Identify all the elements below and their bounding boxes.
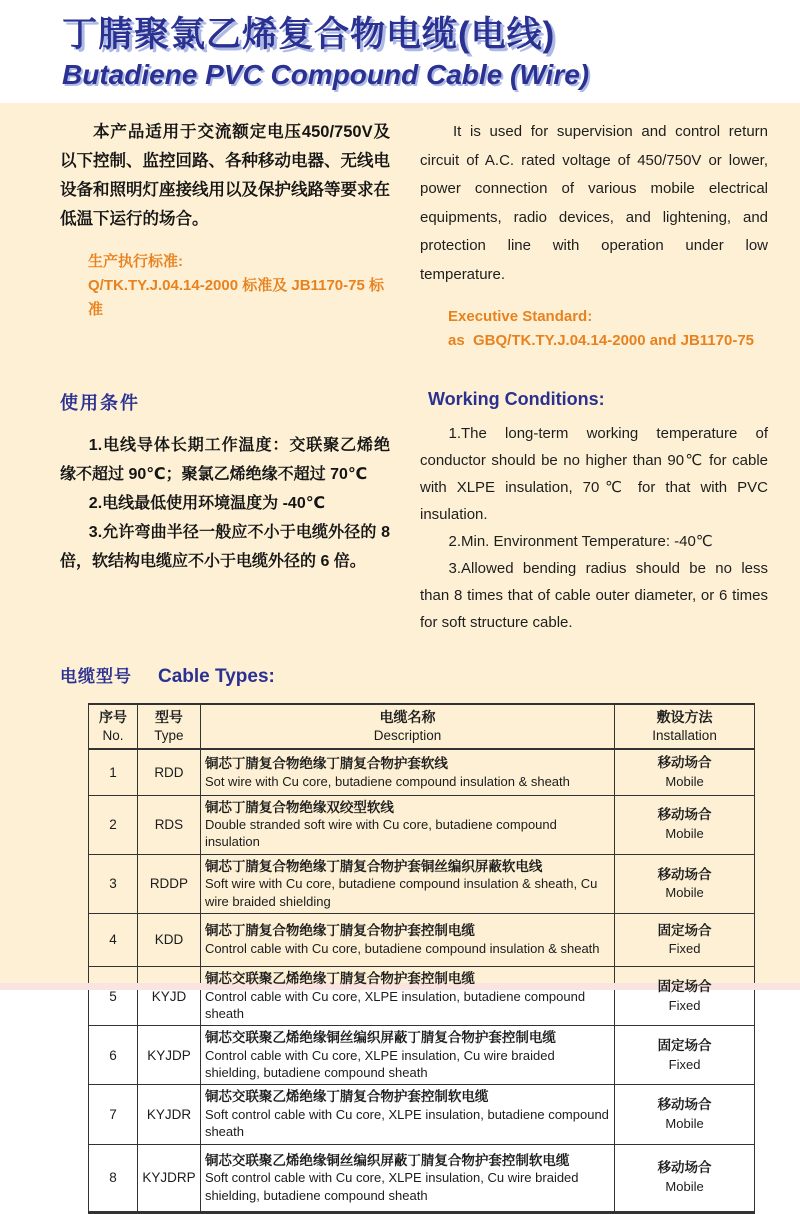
table-header	[89, 704, 755, 749]
cell-installation	[615, 1144, 755, 1212]
cable-types-table	[88, 703, 755, 1214]
cell-no: 6	[89, 1026, 138, 1085]
table-row	[89, 1085, 755, 1144]
header-description-zh: 电缆名称	[379, 709, 436, 725]
cell-installation	[615, 913, 755, 966]
cell-no: 4	[89, 913, 138, 966]
description-zh: 铜芯丁腈复合物绝缘丁腈复合物护套铜丝编织屏蔽软电线	[204, 858, 543, 874]
cell-description	[200, 967, 614, 1026]
installation-en: Fixed	[668, 941, 701, 957]
intro-column-en	[420, 118, 768, 353]
cable-types-heading	[60, 662, 768, 688]
header-installation-en: Installation	[652, 727, 717, 743]
condition-item: 2.Min. Environment Temperature: -40℃	[448, 533, 713, 550]
conditions-list-zh	[60, 431, 390, 577]
cell-type: RDD	[137, 749, 200, 795]
table-row	[89, 749, 755, 795]
header-type	[137, 704, 200, 749]
description-zh: 铜芯丁腈复合物绝缘双绞型软线	[204, 799, 394, 815]
conditions-heading-en: Working Conditions:	[428, 389, 605, 409]
installation-en: Mobile	[665, 1178, 704, 1194]
header-installation	[615, 704, 755, 749]
installation-en: Mobile	[665, 773, 704, 789]
conditions-heading-zh: 使用条件	[60, 393, 140, 413]
table-row	[89, 795, 755, 854]
cable-types-heading-en: Cable Types:	[158, 666, 275, 687]
cell-installation	[615, 1026, 755, 1085]
description-en: Control cable with Cu core, XLPE insulation, butadiene compound sheath	[204, 988, 586, 1022]
cell-installation	[615, 795, 755, 854]
description-zh: 铜芯丁腈复合物绝缘丁腈复合物护套控制电缆	[204, 923, 475, 939]
description-en: Soft wire with Cu core, butadiene compound insulation & sheath, Cu wire braided shielding	[204, 876, 598, 909]
cell-type: KDD	[137, 913, 200, 966]
table-row	[89, 967, 755, 1026]
page-title-zh: 丁腈聚氯乙烯复合物电缆(电线)	[62, 15, 556, 54]
installation-zh: 固定场合	[657, 922, 712, 938]
description-zh: 铜芯丁腈复合物绝缘丁腈复合物护套软线	[204, 755, 448, 771]
header-no-en: No.	[102, 727, 124, 743]
description-en: Control cable with Cu core, XLPE insulation, Cu wire braided shielding, butadiene compound sheath	[204, 1048, 555, 1081]
installation-zh: 移动场合	[657, 1160, 712, 1176]
cell-description	[200, 854, 614, 913]
description-zh: 铜芯交联聚乙烯绝缘丁腈复合物护套控制软电缆	[204, 1089, 489, 1105]
description-en: Soft control cable with Cu core, XLPE insulation, Cu wire braided shielding, butadiene compound sheath	[204, 1170, 579, 1203]
standard-label-zh: 生产执行标准:	[88, 253, 183, 271]
header-no-zh: 序号	[98, 709, 127, 725]
cell-description	[200, 1085, 614, 1144]
cell-no: 5	[89, 967, 138, 1026]
cell-installation	[615, 1085, 755, 1144]
cell-no: 3	[89, 854, 138, 913]
standard-value-en: as GBQ/TK.TY.J.04.14-2000 and JB1170-75	[448, 332, 754, 349]
conditions-column-zh	[60, 389, 390, 636]
installation-en: Mobile	[665, 825, 704, 841]
cell-installation	[615, 749, 755, 795]
cable-types-heading-zh: 电缆型号	[60, 667, 132, 686]
table-row	[89, 1026, 755, 1085]
cell-type: RDDP	[137, 854, 200, 913]
header-installation-zh: 敷设方法	[656, 709, 713, 725]
installation-en: Fixed	[668, 1056, 701, 1072]
page-header	[0, 0, 800, 103]
description-en: Control cable with Cu core, butadiene compound insulation & sheath	[204, 941, 600, 957]
cell-no: 7	[89, 1085, 138, 1144]
installation-en: Mobile	[665, 885, 704, 901]
installation-en: Mobile	[665, 1115, 704, 1131]
table-row	[89, 913, 755, 966]
header-type-en: Type	[154, 727, 184, 743]
condition-item: 2.电线最低使用环境温度为 -40℃	[88, 495, 326, 513]
cell-no: 1	[89, 749, 138, 795]
conditions-list-en	[420, 420, 768, 636]
installation-zh: 固定场合	[657, 1038, 712, 1054]
standard-label-en: Executive Standard:	[448, 308, 593, 325]
description-en: Double stranded soft wire with Cu core, butadiene compound insulation	[204, 817, 557, 850]
intro-paragraph-zh: 本产品适用于交流额定电压450/750V及以下控制、监控回路、各种移动电器、无线电设备和照明灯座接线用以及保护线路等要求在低温下运行的场合。	[60, 123, 390, 229]
condition-item: 1.电线导体长期工作温度：交联聚乙烯绝缘不超过 90℃；聚氯乙烯绝缘不超过 70℃	[60, 437, 390, 484]
description-zh: 铜芯交联聚乙烯绝缘铜丝编织屏蔽丁腈复合物护套控制软电缆	[204, 1152, 570, 1168]
condition-item: 3.允许弯曲半径一般应不小于电缆外径的 8 倍，软结构电缆应不小于电缆外径的 6 倍。	[60, 524, 390, 571]
table-row	[89, 1144, 755, 1212]
page-title-en: Butadiene PVC Compound Cable (Wire)	[62, 58, 590, 90]
installation-zh: 移动场合	[657, 807, 712, 823]
cell-description	[200, 795, 614, 854]
condition-item: 3.Allowed bending radius should be no less than 8 times that of cable outer diameter, or 6 times for soft structure cable.	[420, 560, 768, 631]
header-description	[200, 704, 614, 749]
standard-block-zh	[60, 250, 390, 322]
conditions-section	[60, 389, 768, 636]
standard-value-zh: Q/TK.TY.J.04.14-2000 标准及 JB1170-75 标准	[88, 277, 384, 319]
cell-description	[200, 1144, 614, 1212]
intro-section	[60, 118, 768, 353]
intro-paragraph-en: It is used for supervision and control return circuit of A.C. rated voltage of 450/750V or lower, power connection of various mobile electrical equipments, radio devices, and lightening, and protection line with operation under low temperature.	[420, 123, 768, 283]
installation-zh: 固定场合	[657, 979, 712, 995]
document-body	[0, 103, 800, 1203]
cell-description	[200, 913, 614, 966]
header-type-zh: 型号	[154, 709, 183, 725]
installation-zh: 移动场合	[657, 866, 712, 882]
cell-installation	[615, 967, 755, 1026]
description-en: Sot wire with Cu core, butadiene compound insulation & sheath	[204, 773, 570, 789]
header-description-en: Description	[373, 727, 442, 743]
table-row	[89, 854, 755, 913]
condition-item: 1.The long-term working temperature of conductor should be no higher than 90℃ for cable with XLPE insulation, 70℃ for that with PVC insulation.	[420, 425, 768, 523]
cell-no: 2	[89, 795, 138, 854]
cell-description	[200, 749, 614, 795]
cell-type: KYJDP	[137, 1026, 200, 1085]
description-zh: 铜芯交联聚乙烯绝缘铜丝编织屏蔽丁腈复合物护套控制电缆	[204, 1030, 556, 1046]
cell-type: KYJDR	[137, 1085, 200, 1144]
cell-installation	[615, 854, 755, 913]
installation-en: Fixed	[668, 997, 701, 1013]
cell-description	[200, 1026, 614, 1085]
standard-block-en	[420, 305, 768, 353]
cell-no: 8	[89, 1144, 138, 1212]
cell-type: KYJD	[137, 967, 200, 1026]
header-no	[89, 704, 138, 749]
intro-column-zh	[60, 118, 390, 353]
cell-type: KYJDRP	[137, 1144, 200, 1212]
installation-zh: 移动场合	[657, 1097, 712, 1113]
description-en: Soft control cable with Cu core, XLPE insulation, butadiene compound sheath	[204, 1107, 609, 1140]
installation-zh: 移动场合	[657, 755, 712, 771]
conditions-column-en	[420, 389, 768, 636]
cell-type: RDS	[137, 795, 200, 854]
description-zh: 铜芯交联聚乙烯绝缘丁腈复合物护套控制电缆	[204, 971, 475, 987]
